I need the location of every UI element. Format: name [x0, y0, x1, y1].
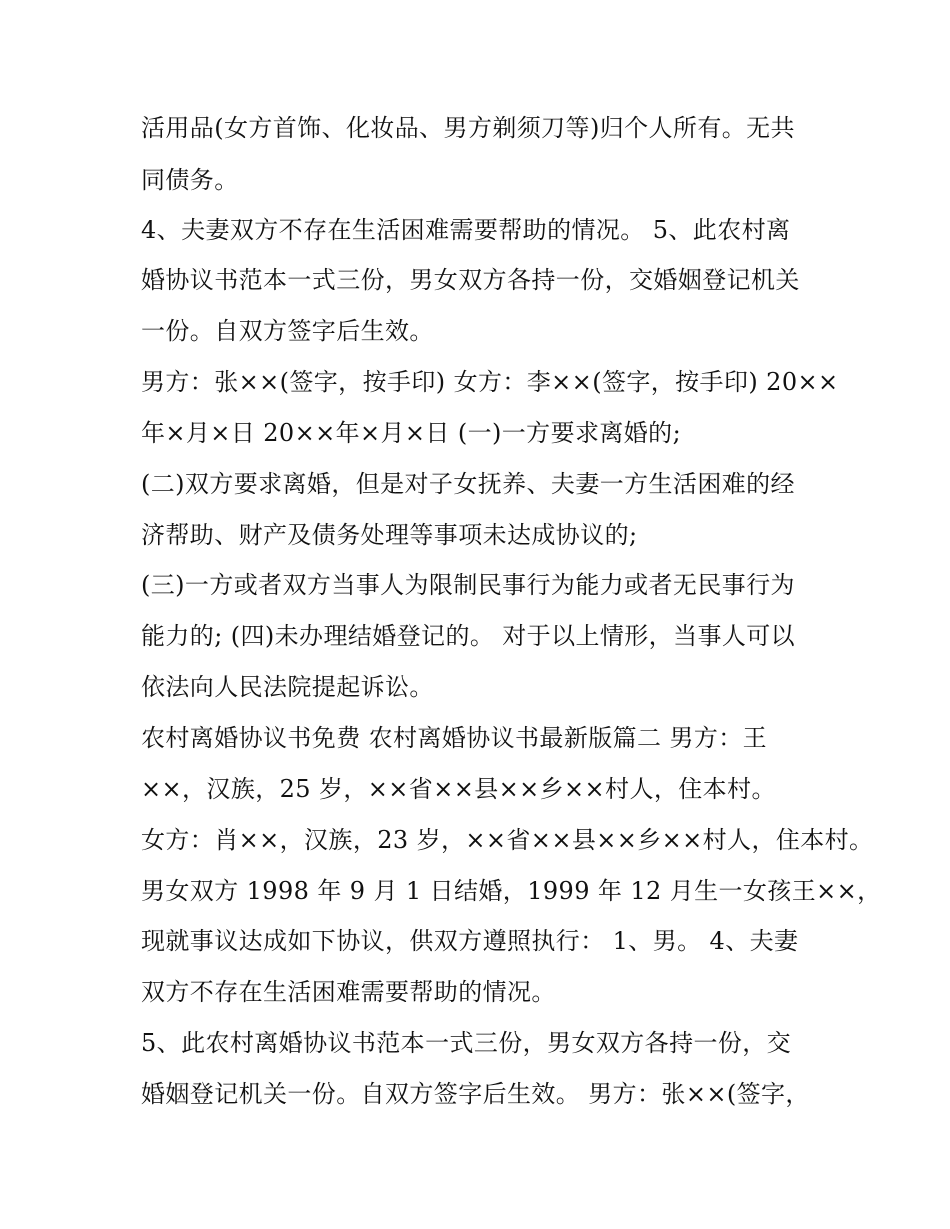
text-line: 能力的; (四)未办理结婚登记的。 对于以上情形，当事人可以	[141, 622, 796, 650]
text-line: 农村离婚协议书免费 农村离婚协议书最新版篇二 男方：王	[141, 724, 768, 752]
text-line: (三)一方或者双方当事人为限制民事行为能力或者无民事行为	[141, 571, 795, 599]
text-line: 4、夫妻双方不存在生活困难需要帮助的情况。 5、此农村离	[141, 216, 791, 244]
text-line: (二)双方要求离婚，但是对子女抚养、夫妻一方生活困难的经	[141, 470, 795, 498]
text-line: 同债务。	[141, 166, 239, 194]
text-line: 依法向人民法院提起诉讼。	[141, 673, 434, 701]
text-line: 济帮助、财产及债务处理等事项未达成协议的;	[141, 521, 638, 549]
text-line: 婚协议书范本一式三份，男女双方各持一份，交婚姻登记机关	[141, 266, 800, 294]
text-line: 一份。自双方签字后生效。	[141, 317, 434, 345]
text-line: 现就事议达成如下协议，供双方遵照执行： 1、男。 4、夫妻	[141, 927, 799, 955]
text-line: 婚姻登记机关一份。自双方签字后生效。 男方：张××(签字，	[141, 1080, 810, 1108]
text-line: 男女双方 1998 年 9 月 1 日结婚，1999 年 12 月生一女孩王××，	[141, 877, 882, 905]
text-line: 活用品(女方首饰、化妆品、男方剃须刀等)归个人所有。无共	[141, 114, 795, 142]
text-line: 5、此农村离婚协议书范本一式三份，男女双方各持一份，交	[141, 1029, 792, 1057]
text-line: 双方不存在生活困难需要帮助的情况。	[141, 978, 556, 1006]
text-line: 年×月×日 20××年×月×日 (一)一方要求离婚的;	[141, 419, 682, 447]
text-line: 女方：肖××，汉族，23 岁，××省××县××乡××村人，住本村。	[141, 826, 874, 854]
text-line: 男方：张××(签字，按手印) 女方：李××(签字，按手印) 20××	[141, 368, 839, 396]
text-line: ××，汉族，25 岁，××省××县××乡××村人，住本村。	[141, 775, 776, 803]
